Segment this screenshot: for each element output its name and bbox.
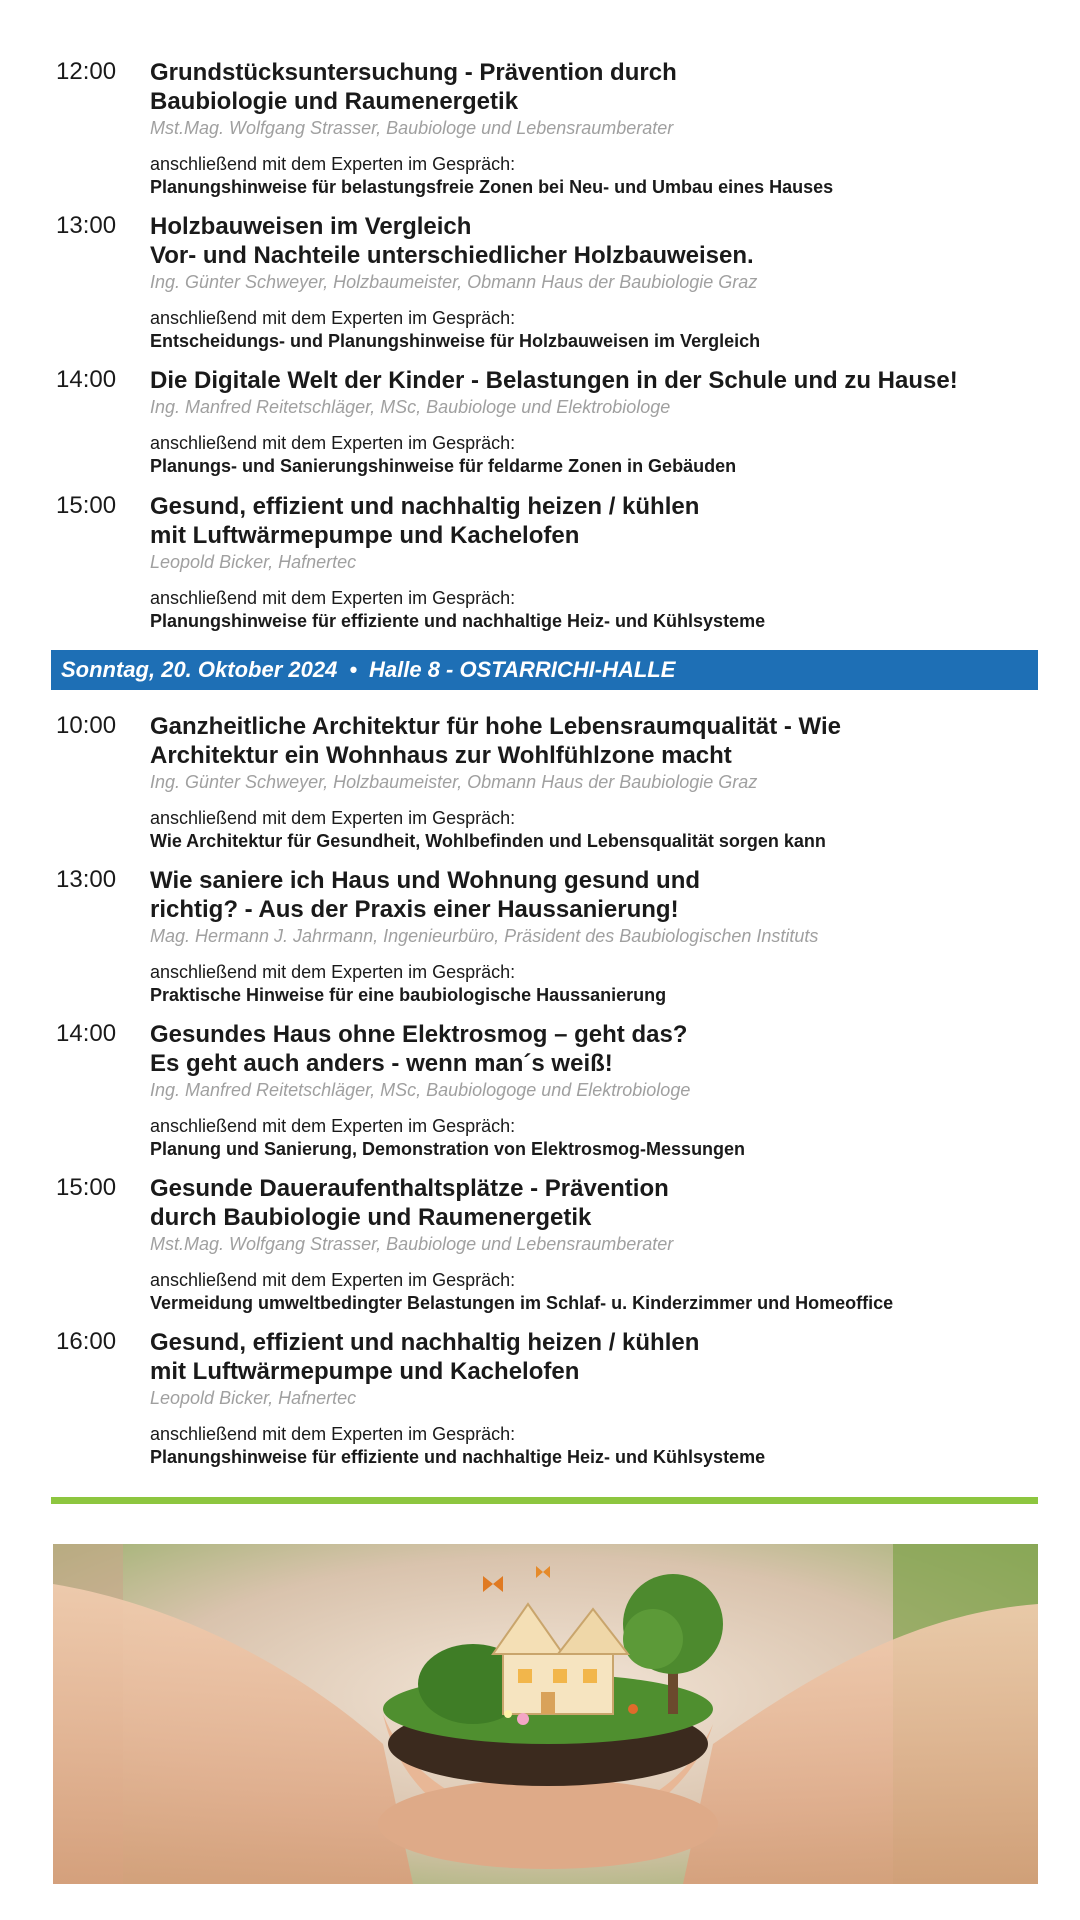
session-time: 15:00 xyxy=(56,492,117,519)
session-title-line: Gesund, effizient und nachhaltig heizen / kühlen xyxy=(150,493,700,520)
session-intro: anschließend mit dem Experten im Gespräch: xyxy=(150,808,516,828)
session-time: 14:00 xyxy=(56,1020,117,1047)
session-topic: Praktische Hinweise für eine baubiologische Haussanierung xyxy=(150,985,667,1005)
hands-holding-house-image xyxy=(53,1544,1038,1884)
session-intro: anschließend mit dem Experten im Gespräch: xyxy=(150,308,516,328)
session-intro: anschließend mit dem Experten im Gespräch: xyxy=(150,588,516,608)
session-topic: Planung und Sanierung, Demonstration von Elektrosmog-Messungen xyxy=(150,1139,746,1159)
green-divider xyxy=(51,1497,1038,1504)
session-title-line: Es geht auch anders - wenn man´s weiß! xyxy=(150,1050,613,1077)
session-topic: Planungs- und Sanierungshinweise für feldarme Zonen in Gebäuden xyxy=(150,456,737,476)
session-speaker: Leopold Bicker, Hafnertec xyxy=(150,1388,357,1408)
session-title-line: Grundstücksuntersuchung - Prävention durch xyxy=(150,59,677,86)
session-speaker: Mst.Mag. Wolfgang Strasser, Baubiologe und Lebensraumberater xyxy=(150,1234,674,1254)
session-title-line: Holzbauweisen im Vergleich xyxy=(150,213,472,240)
session-intro: anschließend mit dem Experten im Gespräch: xyxy=(150,433,516,453)
session-intro: anschließend mit dem Experten im Gespräch: xyxy=(150,962,516,982)
session-title-line: Die Digitale Welt der Kinder - Belastungen in der Schule und zu Hause! xyxy=(150,367,958,394)
session-topic: Planungshinweise für effiziente und nachhaltige Heiz- und Kühlsysteme xyxy=(150,1447,766,1467)
session-title-line: Architektur ein Wohnhaus zur Wohlfühlzone macht xyxy=(150,742,732,769)
session-topic: Entscheidungs- und Planungshinweise für Holzbauweisen im Vergleich xyxy=(150,331,761,351)
session-time: 16:00 xyxy=(56,1328,117,1355)
session-speaker: Ing. Manfred Reitetschläger, MSc, Baubiologoge und Elektrobiologe xyxy=(150,1080,691,1100)
session-title-line: mit Luftwärmepumpe und Kachelofen xyxy=(150,1358,580,1385)
day-header-band xyxy=(51,650,1038,690)
session-speaker: Ing. Manfred Reitetschläger, MSc, Baubiologe und Elektrobiologe xyxy=(150,397,671,417)
session-time: 15:00 xyxy=(56,1174,117,1201)
session-topic: Planungshinweise für effiziente und nachhaltige Heiz- und Kühlsysteme xyxy=(150,611,766,631)
session-topic: Vermeidung umweltbedingter Belastungen im Schlaf- u. Kinderzimmer und Homeoffice xyxy=(150,1293,894,1313)
session-topic: Planungshinweise für belastungsfreie Zonen bei Neu- und Umbau eines Hauses xyxy=(150,177,834,197)
session-title-line: Ganzheitliche Architektur für hohe Lebensraumqualität - Wie xyxy=(150,713,841,740)
hands-house-photo xyxy=(53,1544,1038,1884)
session-time: 13:00 xyxy=(56,212,117,239)
session-time: 12:00 xyxy=(56,58,117,85)
session-intro: anschließend mit dem Experten im Gespräch: xyxy=(150,1424,516,1444)
session-speaker: Ing. Günter Schweyer, Holzbaumeister, Obmann Haus der Baubiologie Graz xyxy=(150,272,758,292)
session-speaker: Ing. Günter Schweyer, Holzbaumeister, Obmann Haus der Baubiologie Graz xyxy=(150,772,758,792)
session-title-line: Gesunde Daueraufenthaltsplätze - Prävention xyxy=(150,1175,669,1202)
session-intro: anschließend mit dem Experten im Gespräch: xyxy=(150,1116,516,1136)
session-time: 13:00 xyxy=(56,866,117,893)
session-title-line: Baubiologie und Raumenergetik xyxy=(150,88,519,115)
session-title-line: Wie saniere ich Haus und Wohnung gesund und xyxy=(150,867,701,894)
day-hall: Halle 8 - OSTARRICHI-HALLE xyxy=(369,657,676,682)
session-time: 10:00 xyxy=(56,712,117,739)
session-title-line: durch Baubiologie und Raumenergetik xyxy=(150,1204,592,1231)
session-speaker: Mst.Mag. Wolfgang Strasser, Baubiologe und Lebensraumberater xyxy=(150,118,674,138)
separator-dot: • xyxy=(349,657,358,682)
session-title-line: Gesundes Haus ohne Elektrosmog – geht das? xyxy=(150,1021,688,1048)
session-title-line: mit Luftwärmepumpe und Kachelofen xyxy=(150,522,580,549)
session-title-line: Vor- und Nachteile unterschiedlicher Holzbauweisen. xyxy=(150,242,754,269)
session-time: 14:00 xyxy=(56,366,117,393)
session-speaker: Mag. Hermann J. Jahrmann, Ingenieurbüro, Präsident des Baubiologischen Instituts xyxy=(150,926,819,946)
session-title-line: richtig? - Aus der Praxis einer Haussanierung! xyxy=(150,896,679,923)
session-topic: Wie Architektur für Gesundheit, Wohlbefinden und Lebensqualität sorgen kann xyxy=(150,831,826,851)
session-intro: anschließend mit dem Experten im Gespräch: xyxy=(150,154,516,174)
day-date: Sonntag, 20. Oktober 2024 xyxy=(61,657,338,682)
session-speaker: Leopold Bicker, Hafnertec xyxy=(150,552,357,572)
session-intro: anschließend mit dem Experten im Gespräch: xyxy=(150,1270,516,1290)
session-title-line: Gesund, effizient und nachhaltig heizen / kühlen xyxy=(150,1329,700,1356)
